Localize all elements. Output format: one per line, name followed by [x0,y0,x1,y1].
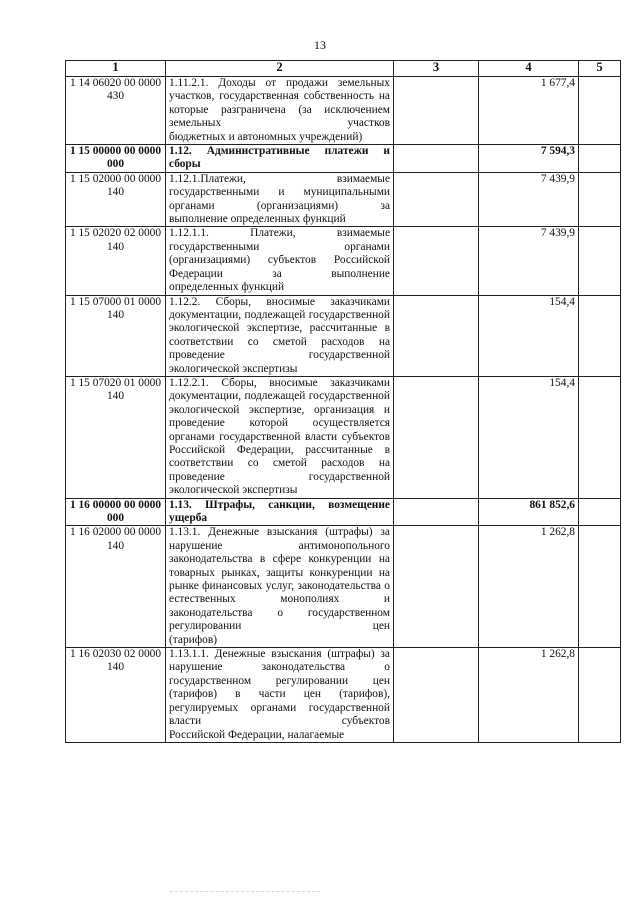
amount: 7 439,9 [479,172,579,227]
name-line: государственной власти субъектов [219,430,390,443]
page-number: 13 [314,38,326,52]
budget-code: 1 14 06020 00 0000 430 [66,77,166,145]
name-line: (тарифов) в части цен (тарифов), [169,688,390,701]
budget-table [65,60,621,743]
name-line: государственном регулировании цен [169,606,390,633]
name-line: 1.12.1.Платежи, взимаемые [169,172,390,185]
revenue-name [166,227,394,295]
name-line: законодательства в сфере конкуренции [169,553,372,566]
column-3-cell [394,145,479,173]
name-line: 1.12. Административные платежи и [169,145,390,158]
table-row [66,145,621,173]
name-line: 1.12.2.1. Сборы, вносимые заказчиками [169,376,390,389]
name-line: экспертизе, рассчитанные в [246,322,390,335]
column-3-cell [394,172,479,227]
amount: 7 439,9 [479,227,579,295]
name-line: органами (организациями) за [169,199,390,212]
amount: 154,4 [479,295,579,376]
name-line: (за исключением земельных участков [169,103,390,130]
budget-code: 1 15 00000 00 0000 000 [66,145,166,173]
budget-code: 1 16 00000 00 0000 000 [66,498,166,526]
name-line: участков, государственная [169,90,299,103]
name-line: документации, подлежащей [169,308,306,321]
budget-code: 1 15 02020 02 0000 140 [66,227,166,295]
name-line: которой осуществляется органами [169,417,390,443]
name-line: монополиях и законодательства о [169,593,390,619]
name-line: выполнение определенных функций [169,213,346,226]
revenue-name [166,526,394,648]
name-line: конкуренции на рынке финансовых [169,566,390,593]
column-5-cell [579,295,621,376]
column-3-cell [394,648,479,743]
name-line: регулируемых органами [169,701,297,714]
revenue-name [166,295,394,376]
column-5-cell [579,648,621,743]
name-line: собственность на которые разграничена [169,90,390,116]
amount: 154,4 [479,376,579,498]
column-3-cell [394,526,479,648]
name-line: на товарных рынках, защиты [169,553,390,579]
budget-code: 1 15 07000 01 0000 140 [66,295,166,376]
revenue-name [166,145,394,173]
column-5-cell [579,498,621,526]
amount: 1 262,8 [479,648,579,743]
amount: 7 594,3 [479,145,579,173]
table-header-row [66,61,621,77]
column-3-cell [394,295,479,376]
column-5-cell [579,172,621,227]
name-line: определенных функций [169,281,285,294]
name-line: соответствии со сметой расходов на [169,335,390,348]
table-row [66,227,621,295]
name-line: 1.12.1.1. Платежи, взимаемые [169,227,390,240]
column-5-cell [579,227,621,295]
column-5-cell [579,77,621,145]
table-row [66,526,621,648]
name-line: сборы [169,158,201,171]
column-3-cell [394,227,479,295]
name-line: проведение государственной [169,470,390,483]
name-line: документации, подлежащей [169,390,306,403]
name-line: экспертизе, организация и проведение [169,403,390,430]
column-3-cell [394,77,479,145]
revenue-name [166,77,394,145]
name-line: Федерации за выполнение [169,267,390,280]
name-line: государственной экологической [169,390,390,416]
revenue-name [166,172,394,227]
name-line: проведение государственной [169,349,390,362]
column-header: 2 [166,61,394,77]
table-row [66,498,621,526]
name-line: Российской Федерации, налагаемые [169,728,345,741]
name-line: 1.13.1.1. Денежные взыскания (штрафы) [169,648,375,661]
name-line: Российской Федерации, рассчитанные в [169,443,390,456]
column-3-cell [394,498,479,526]
name-line: за нарушение антимонопольного [169,526,390,552]
name-line: государственном регулировании цен [169,674,390,687]
table-row [66,295,621,376]
name-line: 1.13. Штрафы, санкции, возмещение [169,498,390,511]
name-line: за нарушение законодательства о [169,648,390,674]
amount: 1 262,8 [479,526,579,648]
name-line: бюджетных и автономных учреждений) [169,130,363,143]
table-row [66,376,621,498]
name-line: государственными органами [169,240,390,253]
name-line: 1.11.2.1. Доходы от продажи земельных [169,77,390,89]
column-3-cell [394,376,479,498]
table-row [66,172,621,227]
column-header: 5 [579,61,621,77]
column-header: 3 [394,61,479,77]
name-line: государственными и муниципальными [169,186,390,199]
table-row [66,77,621,145]
column-header: 1 [66,61,166,77]
revenue-name [166,498,394,526]
column-5-cell [579,376,621,498]
name-line: 1.13.1. Денежные взыскания (штрафы) [169,526,373,539]
budget-code: 1 16 02030 02 0000 140 [66,648,166,743]
column-header: 4 [479,61,579,77]
name-line: государственной экологической [169,308,390,335]
name-line: соответствии со сметой расходов на [169,457,390,470]
name-line: (организациями) субъектов Российской [169,254,390,267]
budget-code: 1 15 02000 00 0000 140 [66,172,166,227]
column-5-cell [579,526,621,648]
amount: 1 677,4 [479,77,579,145]
name-line: (тарифов) [169,633,218,646]
name-line: экологической экспертизы [169,362,298,375]
amount: 861 852,6 [479,498,579,526]
footer-scan-mark [170,891,320,894]
name-line: экологической экспертизы [169,484,298,497]
column-5-cell [579,145,621,173]
name-line: услуг, законодательства о естественных [169,580,390,606]
name-line: 1.12.2. Сборы, вносимые заказчиками [169,295,390,308]
revenue-name [166,376,394,498]
budget-code: 1 15 07020 01 0000 140 [66,376,166,498]
revenue-name [166,648,394,743]
budget-code: 1 16 02000 00 0000 140 [66,526,166,648]
name-line: ущерба [169,512,208,524]
name-line: государственной власти субъектов [169,701,390,728]
table-row [66,648,621,743]
